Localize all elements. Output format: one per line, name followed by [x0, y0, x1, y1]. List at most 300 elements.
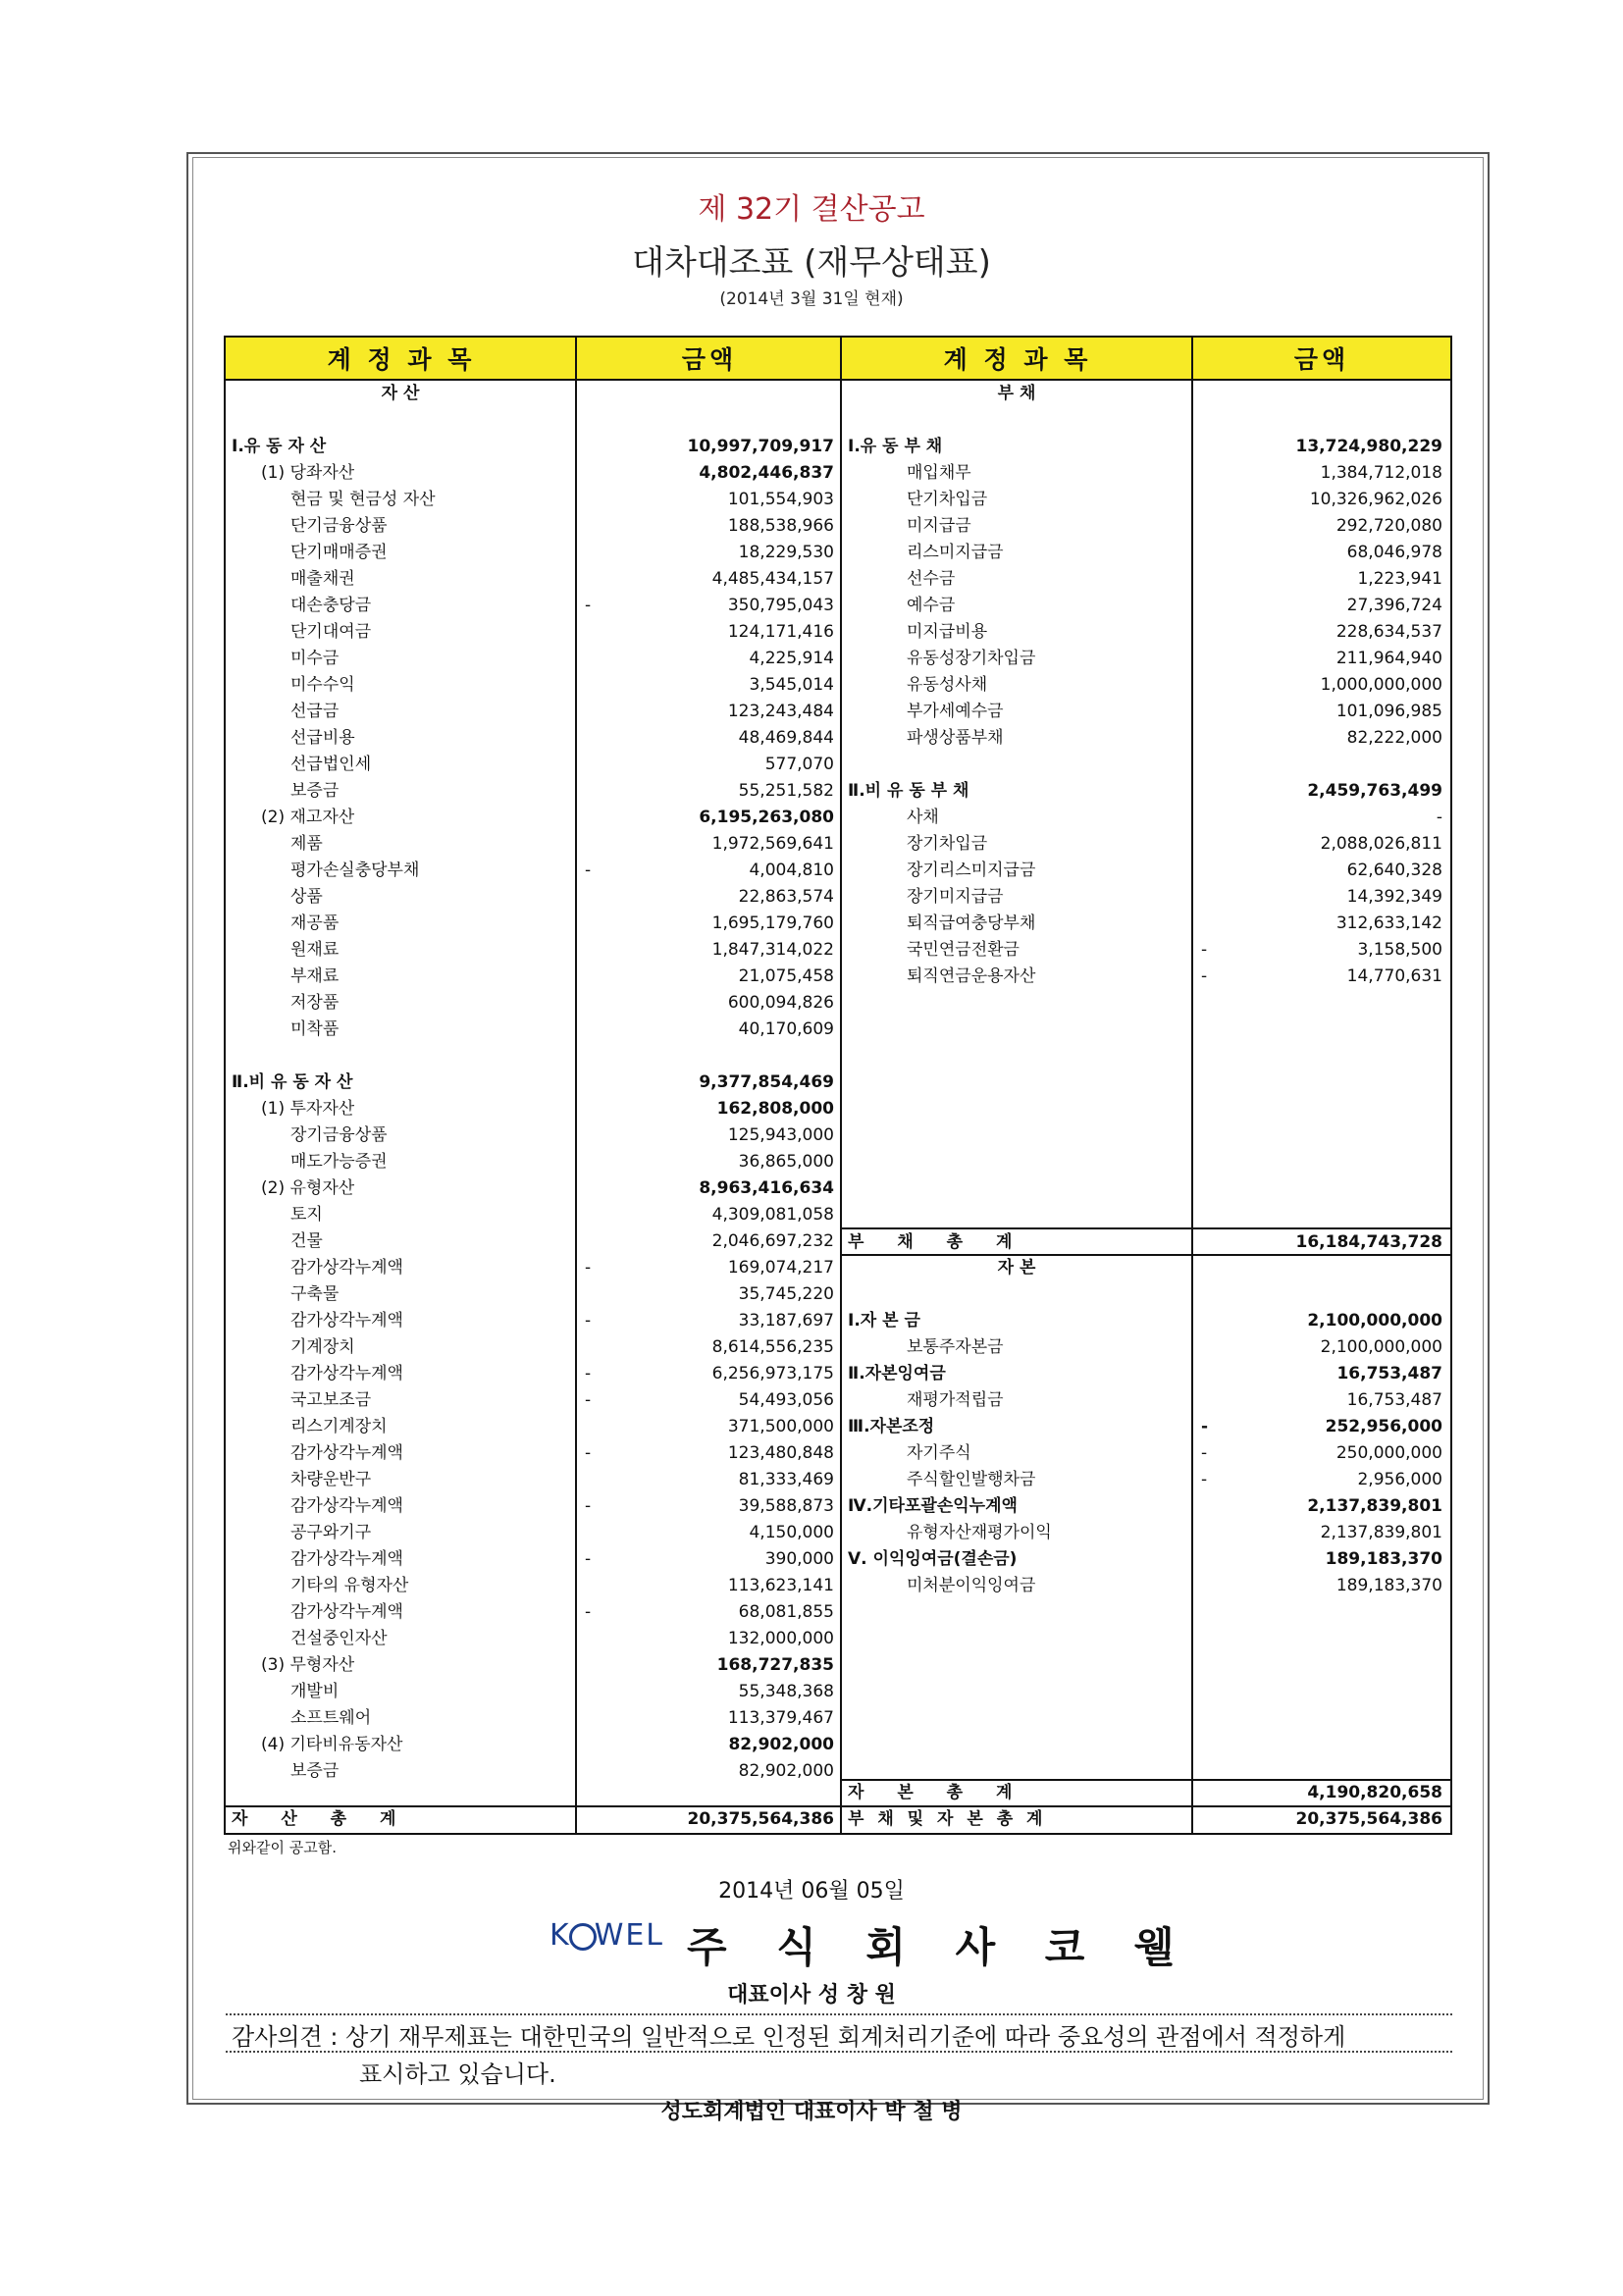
- liability-row-amount: 82,222,000: [1346, 728, 1442, 748]
- asset-row: [226, 1202, 834, 1228]
- asset-negative-marker: -: [585, 861, 592, 880]
- asset-row: [226, 1070, 834, 1096]
- equity-row-label: Ⅰ.자 본 금: [848, 1311, 920, 1331]
- asset-row-amount: 55,251,582: [738, 781, 834, 801]
- asset-row-amount: 4,225,914: [749, 649, 834, 668]
- liability-row: [842, 752, 1450, 778]
- equity-row: [842, 1281, 1450, 1308]
- liability-row: [842, 805, 1450, 831]
- asset-row: [226, 1679, 834, 1705]
- ceo-name: 대표이사 성 창 원: [727, 1983, 896, 2008]
- liability-row: [842, 937, 1450, 964]
- asset-row: [226, 1255, 834, 1281]
- asset-row-amount: 4,485,434,157: [711, 569, 834, 589]
- asset-row-label: 리스기계장치: [290, 1417, 388, 1436]
- liability-row-amount: 14,392,349: [1346, 887, 1442, 907]
- liability-row-amount: 14,770,631: [1346, 966, 1442, 986]
- asset-row-amount: 82,902,000: [728, 1735, 834, 1754]
- asset-row-amount: 22,863,574: [738, 887, 834, 907]
- asset-row-label: 토지: [290, 1205, 323, 1225]
- asset-row: [226, 1228, 834, 1255]
- grand-total-amount: 20,375,564,386: [1295, 1809, 1442, 1829]
- equity-row-label: 유형자산재평가이익: [907, 1523, 1052, 1542]
- liability-row-amount: 2,088,026,811: [1320, 834, 1442, 854]
- asset-row: [226, 858, 834, 884]
- equity-total-label: 자 본 총 계: [848, 1783, 1026, 1802]
- liability-row: [842, 884, 1450, 911]
- liability-row-label: 퇴직연금운용자산: [907, 966, 1036, 986]
- liability-row-label: 사채: [907, 808, 939, 827]
- asset-row-label: 보증금: [290, 1761, 340, 1781]
- asset-row-amount: 113,379,467: [727, 1708, 834, 1728]
- asset-row: [226, 1017, 834, 1043]
- asset-row: [226, 1546, 834, 1573]
- equity-row-label: Ⅱ.자본잉여금: [848, 1364, 946, 1383]
- equity-row-amount: 250,000,000: [1335, 1443, 1442, 1463]
- asset-row: [226, 566, 834, 593]
- asset-row-label: 구축물: [290, 1284, 340, 1304]
- asset-row-amount: 188,538,966: [727, 516, 834, 536]
- asset-row: [226, 911, 834, 937]
- asset-row-label: 기타의 유형자산: [290, 1576, 409, 1595]
- equity-row: [842, 1308, 1450, 1334]
- equity-row-amount: 252,956,000: [1325, 1417, 1442, 1436]
- asset-row-label: 국고보조금: [290, 1390, 372, 1410]
- asset-row-label: 제품: [290, 834, 323, 854]
- asset-negative-marker: -: [585, 1364, 592, 1383]
- equity-section-title: [842, 1255, 1191, 1281]
- liability-row-amount: 27,396,724: [1346, 596, 1442, 615]
- asset-row-label: 감가상각누계액: [290, 1311, 403, 1331]
- equity-row: [842, 1493, 1450, 1520]
- asset-section-title: [226, 381, 575, 407]
- asset-row-amount: 113,623,141: [727, 1576, 834, 1595]
- liability-row-amount: 62,640,328: [1346, 861, 1442, 880]
- asset-row-amount: 6,195,263,080: [699, 808, 834, 827]
- asset-row-amount: 10,997,709,917: [687, 437, 834, 456]
- asset-row: [226, 1361, 834, 1387]
- audit-top-rule: [226, 2013, 1452, 2015]
- asset-row: [226, 434, 834, 460]
- asset-row-label: 현금 및 현금성 자산: [290, 490, 436, 509]
- notice-title: 제 32기 결산공고: [698, 192, 925, 227]
- asset-row-label: 소프트웨어: [290, 1708, 372, 1728]
- left-account-header: 계 정 과 목: [226, 338, 577, 381]
- asset-row-amount: 1,972,569,641: [711, 834, 834, 854]
- asset-row-label: (3) 무형자산: [261, 1655, 355, 1675]
- asset-row-label: (1) 투자자산: [261, 1099, 355, 1119]
- liability-row-label: 장기차입금: [907, 834, 988, 854]
- asset-row-amount: 4,309,081,058: [711, 1205, 834, 1225]
- asset-row: [226, 805, 834, 831]
- liability-row-label: 선수금: [907, 569, 956, 589]
- liability-row-label: 미지급금: [907, 516, 971, 536]
- asset-row-amount: 82,902,000: [738, 1761, 834, 1781]
- asset-row: [226, 1732, 834, 1758]
- liability-row-label: 미지급비용: [907, 622, 988, 642]
- asset-row-label: 단기대여금: [290, 622, 372, 642]
- liability-row: [842, 487, 1450, 513]
- asset-row-label: 단기매매증권: [290, 543, 388, 562]
- asset-row-label: (1) 당좌자산: [261, 463, 355, 483]
- liability-row-label: 유동성사채: [907, 675, 988, 695]
- asset-negative-marker: -: [585, 1549, 592, 1569]
- asset-row-amount: 3,545,014: [749, 675, 834, 695]
- asset-row-label: (2) 재고자산: [261, 808, 355, 827]
- asset-negative-marker: -: [585, 1496, 592, 1516]
- asset-row-amount: 9,377,854,469: [699, 1072, 834, 1092]
- asset-row-label: 감가상각누계액: [290, 1602, 403, 1622]
- kowel-logo: K WEL: [550, 1918, 665, 1953]
- asset-row-amount: 101,554,903: [727, 490, 834, 509]
- auditor-name: 성도회계법인 대표이사 박 철 병: [660, 2100, 963, 2124]
- liability-row: [842, 911, 1450, 937]
- equity-total-amount: 4,190,820,658: [1307, 1783, 1442, 1802]
- equity-row-amount: 2,137,839,801: [1307, 1496, 1442, 1516]
- asset-row-label: 건설중인자산: [290, 1629, 388, 1648]
- asset-row: [226, 725, 834, 752]
- asset-row-label: 단기금융상품: [290, 516, 388, 536]
- asset-row: [226, 884, 834, 911]
- asset-row: [226, 593, 834, 619]
- asset-row-label: 장기금융상품: [290, 1125, 388, 1145]
- liability-row-label: 장기리스미지급금: [907, 861, 1036, 880]
- audit-opinion-line2: 표시하고 있습니다.: [359, 2061, 556, 2088]
- asset-row-label: 미수금: [290, 649, 340, 668]
- equity-row-label: 주식할인발행차금: [907, 1470, 1036, 1489]
- asset-row: [226, 513, 834, 540]
- asset-row-amount: 600,094,826: [727, 993, 834, 1013]
- asset-row: [226, 1387, 834, 1414]
- asset-row-label: 공구와기구: [290, 1523, 372, 1542]
- asset-row: [226, 964, 834, 990]
- liability-row-amount: 1,384,712,018: [1320, 463, 1442, 483]
- equity-row-amount: 189,183,370: [1335, 1576, 1442, 1595]
- equity-row: [842, 1520, 1450, 1546]
- asset-row: [226, 646, 834, 672]
- asset-row-amount: 350,795,043: [727, 596, 834, 615]
- equity-row-amount: 2,100,000,000: [1307, 1311, 1442, 1331]
- asset-row-label: 미착품: [290, 1019, 340, 1039]
- asset-section-label: 자 산: [381, 384, 420, 403]
- right-account-header: 계 정 과 목: [842, 338, 1193, 381]
- liability-row-label: 파생상품부채: [907, 728, 1004, 748]
- balance-sheet-table: [224, 336, 1452, 1835]
- grand-total-label: 부 채 및 자 본 총 계: [848, 1809, 1047, 1829]
- liability-row: [842, 699, 1450, 725]
- statement-title: 대차대조표 (재무상태표): [632, 243, 991, 283]
- liability-row-label: 매입채무: [907, 463, 971, 483]
- equity-negative-marker: -: [1201, 1470, 1208, 1489]
- audit-mid-rule: [226, 2051, 1452, 2053]
- liability-row: [842, 513, 1450, 540]
- liability-row-label: 장기미지급금: [907, 887, 1004, 907]
- assets-total-label: 자 산 총 계: [232, 1809, 410, 1829]
- asset-row: [226, 1414, 834, 1440]
- asset-row: [226, 1149, 834, 1175]
- asset-row-label: 대손충당금: [290, 596, 372, 615]
- asset-row-label: 선급금: [290, 702, 340, 721]
- asset-row: [226, 540, 834, 566]
- asset-row-label: 선급법인세: [290, 755, 372, 774]
- liability-row: [842, 593, 1450, 619]
- asset-row: [226, 1705, 834, 1732]
- liability-row-amount: 13,724,980,229: [1295, 437, 1442, 456]
- asset-row: [226, 1334, 834, 1361]
- liabilities-total-amount: 16,184,743,728: [1295, 1232, 1442, 1252]
- asset-row-label: 감가상각누계액: [290, 1496, 403, 1516]
- liability-row: [842, 434, 1450, 460]
- liability-row-label: 부가세예수금: [907, 702, 1004, 721]
- equity-row: [842, 1387, 1450, 1414]
- liability-row-amount: 101,096,985: [1335, 702, 1442, 721]
- asset-row-amount: 371,500,000: [727, 1417, 834, 1436]
- asset-row-amount: 68,081,855: [738, 1602, 834, 1622]
- asset-row-amount: 18,229,530: [738, 543, 834, 562]
- asset-row: [226, 990, 834, 1017]
- liability-row: [842, 964, 1450, 990]
- asset-row-amount: 6,256,973,175: [711, 1364, 834, 1383]
- liability-row-amount: 3,158,500: [1357, 940, 1442, 960]
- grand-total-row: [842, 1806, 1450, 1833]
- asset-negative-marker: -: [585, 1258, 592, 1278]
- liability-row-label: 퇴직급여충당부채: [907, 913, 1036, 933]
- liability-row-amount: 211,964,940: [1335, 649, 1442, 668]
- liability-row-label: Ⅰ.유 동 부 채: [848, 437, 943, 456]
- asset-row-label: Ⅱ.비 유 동 자 산: [232, 1072, 353, 1092]
- liability-row: [842, 540, 1450, 566]
- asset-row-amount: 33,187,697: [738, 1311, 834, 1331]
- asset-row-amount: 36,865,000: [738, 1152, 834, 1172]
- asset-row-label: (4) 기타비유동자산: [261, 1735, 403, 1754]
- equity-row-label: Ⅴ. 이익잉여금(결손금): [848, 1549, 1018, 1569]
- asset-row-label: 개발비: [290, 1682, 340, 1701]
- asset-row-amount: 35,745,220: [738, 1284, 834, 1304]
- liability-row-label: Ⅱ.비 유 동 부 채: [848, 781, 969, 801]
- asset-row-amount: 124,171,416: [727, 622, 834, 642]
- liability-negative-marker: -: [1201, 940, 1208, 960]
- asset-row-amount: 8,963,416,634: [699, 1178, 834, 1198]
- equity-section-label: 자 본: [997, 1258, 1036, 1278]
- audit-opinion-line1: 감사의견 : 상기 재무제표는 대한민국의 일반적으로 인정된 회계처리기준에 따라 중요성의 관점에서 적정하게: [232, 2023, 1346, 2051]
- asset-row-label: 원재료: [290, 940, 340, 960]
- liability-row: [842, 407, 1450, 434]
- asset-row: [226, 1281, 834, 1308]
- liability-negative-marker: -: [1201, 966, 1208, 986]
- equity-row: [842, 1361, 1450, 1387]
- asset-row: [226, 1520, 834, 1546]
- asset-row-label: 감가상각누계액: [290, 1364, 403, 1383]
- equity-row-label: 미처분이익잉여금: [907, 1576, 1036, 1595]
- asset-row: [226, 1308, 834, 1334]
- asset-row-amount: 4,004,810: [749, 861, 834, 880]
- liability-row-amount: 312,633,142: [1335, 913, 1442, 933]
- equity-row: [842, 1546, 1450, 1573]
- company-name: 주 식 회 사 코 웰: [687, 1923, 1192, 1971]
- asset-row-amount: 162,808,000: [716, 1099, 834, 1119]
- asset-row: [226, 1758, 834, 1785]
- asset-row-amount: 8,614,556,235: [711, 1337, 834, 1357]
- asset-row-label: 매출채권: [290, 569, 355, 589]
- asset-row: [226, 1626, 834, 1652]
- asset-row-label: 상품: [290, 887, 323, 907]
- equity-negative-marker: -: [1201, 1443, 1208, 1463]
- right-amount-header: 금액: [1193, 338, 1450, 381]
- assets-total-row: [226, 1806, 840, 1833]
- asset-row: [226, 487, 834, 513]
- equity-row-label: 자기주식: [907, 1443, 971, 1463]
- asset-negative-marker: -: [585, 1443, 592, 1463]
- liability-row-amount: 10,326,962,026: [1309, 490, 1442, 509]
- asset-row: [226, 1573, 834, 1599]
- asset-row-label: 차량운반구: [290, 1470, 372, 1489]
- left-amount-header: 금액: [577, 338, 842, 381]
- liability-row-label: 단기차입금: [907, 490, 988, 509]
- notice-date: 2014년 06월 05일: [718, 1879, 905, 1904]
- asset-row-amount: 55,348,368: [738, 1682, 834, 1701]
- assets-total-amount: 20,375,564,386: [687, 1809, 834, 1829]
- equity-total-row: [842, 1780, 1450, 1806]
- liability-row: [842, 646, 1450, 672]
- asset-row-label: 미수수익: [290, 675, 355, 695]
- asset-row-label: 매도가능증권: [290, 1152, 388, 1172]
- equity-row-amount: 16,753,487: [1336, 1364, 1442, 1383]
- equity-row-label: 보통주자본금: [907, 1337, 1004, 1357]
- asset-row: [226, 1096, 834, 1122]
- equity-row-amount: 2,137,839,801: [1320, 1523, 1442, 1542]
- equity-row: [842, 1573, 1450, 1599]
- asset-row-label: 감가상각누계액: [290, 1258, 403, 1278]
- equity-row: [842, 1467, 1450, 1493]
- liability-row: [842, 831, 1450, 858]
- equity-row-amount: 16,753,487: [1346, 1390, 1442, 1410]
- asset-row-amount: 21,075,458: [738, 966, 834, 986]
- asset-row: [226, 619, 834, 646]
- asset-negative-marker: -: [585, 1390, 592, 1410]
- equity-row-amount: 189,183,370: [1325, 1549, 1442, 1569]
- equity-row: [842, 1440, 1450, 1467]
- asset-row-amount: 81,333,469: [738, 1470, 834, 1489]
- asset-row-amount: 48,469,844: [738, 728, 834, 748]
- asset-row: [226, 1122, 834, 1149]
- asset-row-amount: 2,046,697,232: [711, 1231, 834, 1251]
- asset-row: [226, 1652, 834, 1679]
- asset-row-label: 보증금: [290, 781, 340, 801]
- asset-row-label: 평가손실충당부채: [290, 861, 420, 880]
- liability-row: [842, 672, 1450, 699]
- asset-row-amount: 4,150,000: [749, 1523, 834, 1542]
- asset-row-amount: 1,847,314,022: [711, 940, 834, 960]
- asset-row: [226, 778, 834, 805]
- equity-negative-marker: -: [1201, 1417, 1209, 1436]
- asset-row: [226, 1043, 834, 1070]
- equity-row-amount: 2,100,000,000: [1320, 1337, 1442, 1357]
- asset-row-amount: 123,243,484: [727, 702, 834, 721]
- asset-row: [226, 752, 834, 778]
- liability-row: [842, 460, 1450, 487]
- equity-row-label: Ⅲ.자본조정: [848, 1417, 935, 1436]
- asset-row-amount: 169,074,217: [727, 1258, 834, 1278]
- asset-row: [226, 672, 834, 699]
- asset-row-label: Ⅰ.유 동 자 산: [232, 437, 327, 456]
- asset-row-amount: 4,802,446,837: [699, 463, 834, 483]
- asset-row-amount: 123,480,848: [727, 1443, 834, 1463]
- liability-row-amount: 2,459,763,499: [1307, 781, 1442, 801]
- liability-row: [842, 858, 1450, 884]
- asset-row: [226, 407, 834, 434]
- asset-negative-marker: -: [585, 1602, 592, 1622]
- asset-negative-marker: -: [585, 1311, 592, 1331]
- asset-row: [226, 937, 834, 964]
- equity-row: [842, 1334, 1450, 1361]
- asset-row-amount: 132,000,000: [727, 1629, 834, 1648]
- equity-row-label: Ⅳ.기타포괄손익누계액: [848, 1496, 1018, 1516]
- asset-row-amount: 168,727,835: [716, 1655, 834, 1675]
- liability-row-amount: 68,046,978: [1346, 543, 1442, 562]
- liabilities-total-label: 부 채 총 계: [848, 1232, 1026, 1252]
- asset-row-amount: 577,070: [764, 755, 834, 774]
- asset-row-amount: 1,695,179,760: [711, 913, 834, 933]
- as-of-date: (2014년 3월 31일 현재): [719, 289, 904, 309]
- asset-row: [226, 831, 834, 858]
- logo-ring-icon: [569, 1923, 597, 1951]
- equity-row-amount: 2,956,000: [1357, 1470, 1442, 1489]
- asset-row-amount: 125,943,000: [727, 1125, 834, 1145]
- liability-row-label: 예수금: [907, 596, 956, 615]
- liability-row-amount: -: [1436, 808, 1442, 827]
- liabilities-total-row: [842, 1229, 1450, 1256]
- asset-row: [226, 699, 834, 725]
- liability-row-label: 국민연금전환금: [907, 940, 1020, 960]
- asset-row-label: 건물: [290, 1231, 323, 1251]
- asset-row-label: 기계장치: [290, 1337, 355, 1357]
- liability-row-label: 리스미지급금: [907, 543, 1004, 562]
- liability-row-amount: 292,720,080: [1335, 516, 1442, 536]
- liability-row: [842, 566, 1450, 593]
- asset-row-label: 감가상각누계액: [290, 1443, 403, 1463]
- asset-row: [226, 1467, 834, 1493]
- asset-row: [226, 1440, 834, 1467]
- asset-row: [226, 460, 834, 487]
- liability-row: [842, 619, 1450, 646]
- asset-row: [226, 1493, 834, 1520]
- notice-note: 위와같이 공고함.: [228, 1839, 337, 1856]
- asset-row-amount: 390,000: [764, 1549, 834, 1569]
- asset-row-label: 선급비용: [290, 728, 355, 748]
- liability-section-title: [842, 381, 1191, 407]
- asset-row-label: 재공품: [290, 913, 340, 933]
- asset-row-amount: 54,493,056: [738, 1390, 834, 1410]
- liability-row: [842, 725, 1450, 752]
- liability-row-label: 유동성장기차입금: [907, 649, 1036, 668]
- liability-row: [842, 778, 1450, 805]
- asset-row-label: (2) 유형자산: [261, 1178, 355, 1198]
- asset-row-label: 감가상각누계액: [290, 1549, 403, 1569]
- liability-row-amount: 1,000,000,000: [1320, 675, 1442, 695]
- asset-row-label: 저장품: [290, 993, 340, 1013]
- asset-row-amount: 39,588,873: [738, 1496, 834, 1516]
- equity-row: [842, 1414, 1450, 1440]
- asset-row: [226, 1175, 834, 1202]
- equity-row-label: 재평가적립금: [907, 1390, 1004, 1410]
- liability-row-amount: 228,634,537: [1335, 622, 1442, 642]
- asset-negative-marker: -: [585, 596, 592, 615]
- liability-section-label: 부 채: [997, 384, 1036, 403]
- asset-row-label: 부재료: [290, 966, 340, 986]
- asset-row-amount: 40,170,609: [738, 1019, 834, 1039]
- liability-row-amount: 1,223,941: [1357, 569, 1442, 589]
- asset-row: [226, 1599, 834, 1626]
